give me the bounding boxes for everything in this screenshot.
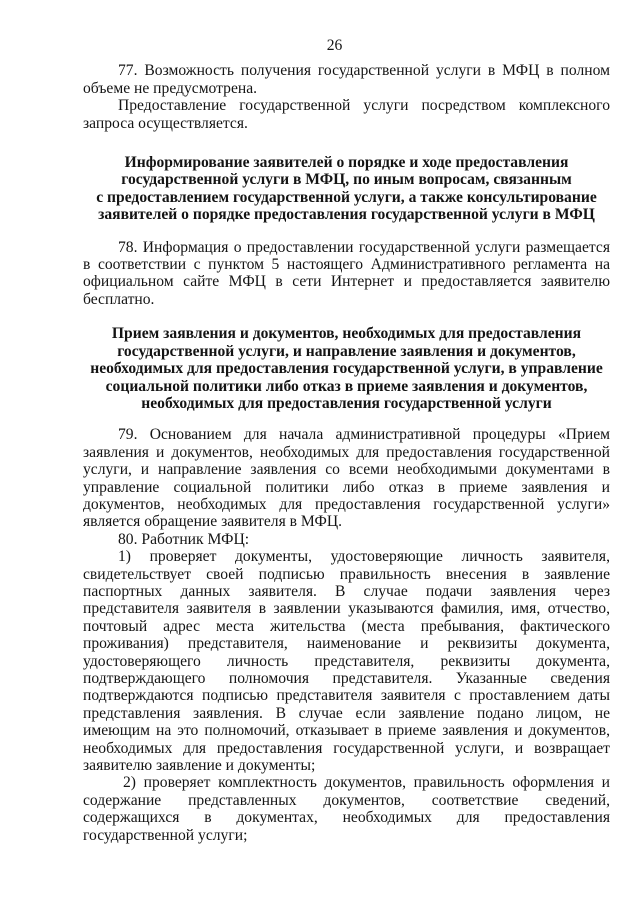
paragraph-80: 80. Работник МФЦ:: [118, 530, 250, 548]
heading-line: государственной услуги, и направление заявления и документов,: [117, 342, 576, 360]
paragraph-complex-request: Предоставление государственной услуги посредством комплексного запроса осуществляется.: [83, 97, 610, 132]
heading-line: Информирование заявителей о порядке и ходе предоставления: [124, 154, 569, 172]
paragraph-79: 79. Основанием для начала административной процедуры «Прием заявления и документов, необходимых для предоставления государственной услуги, и направление заявления со всеми необходимыми документами в управление социальной политики либо отказ в приеме заявления и документов, необходимых для предоставления государственной услуги» является обращение заявителя в МФЦ.: [83, 426, 610, 531]
list-item-2: 2) проверяет комплектность документов, правильность оформления и содержание представленных документов, соответствие сведений, содержащихся в документах, необходимых для предоставления государственной услуги;: [83, 774, 610, 844]
heading-line: с предоставлением государственной услуги, а также консультирование: [96, 188, 597, 206]
heading-line: необходимых для предоставления государственной услуги: [141, 394, 552, 412]
paragraph-78: 78. Информация о предоставлении государственной услуги размещается в соответствии с пунктом 5 настоящего Административного регламента на официальном сайте МФЦ в сети Интернет и предоставляется заявителю бесплатно.: [83, 238, 610, 308]
page-number: 26: [326, 37, 343, 54]
heading-line: государственной услуги в МФЦ, по иным вопросам, связанным: [121, 171, 572, 189]
heading-line: Прием заявления и документов, необходимых для предоставления: [111, 325, 582, 343]
paragraph-77: 77. Возможность получения государственной услуги в МФЦ в полном объеме не предусмотрена.: [83, 62, 610, 97]
heading-line: социальной политики либо отказ в приеме заявления и документов,: [105, 377, 588, 395]
heading-line: заявителей о порядке предоставления государственной услуги в МФЦ: [98, 206, 595, 224]
list-item-1: 1) проверяет документы, удостоверяющие личность заявителя, свидетельствует своей подписью правильность внесения в заявление паспортных данных заявителя. В случае подачи заявления через представителя заявителя в заявлении указываются фамилия, имя, отчество, почтовый адрес места жительства (места пребывания, фактического проживания) представителя, наименование и реквизиты документа, удостоверяющего личность представителя, реквизиты документа, подтверждающего полномочия представителя. Указанные сведения подтверждаются подписью представителя заявителя с проставлением даты представления заявления. В случае если заявление подано лицом, не имеющим на это полномочий, отказывает в приеме заявления и документов, необходимых для предоставления государственной услуги, и возвращает заявителю заявление и документы;: [83, 548, 610, 775]
section-heading-reception: [83, 325, 610, 412]
heading-line: необходимых для предоставления государственной услуги, в управление: [90, 360, 603, 378]
section-heading-informing: [83, 154, 610, 224]
